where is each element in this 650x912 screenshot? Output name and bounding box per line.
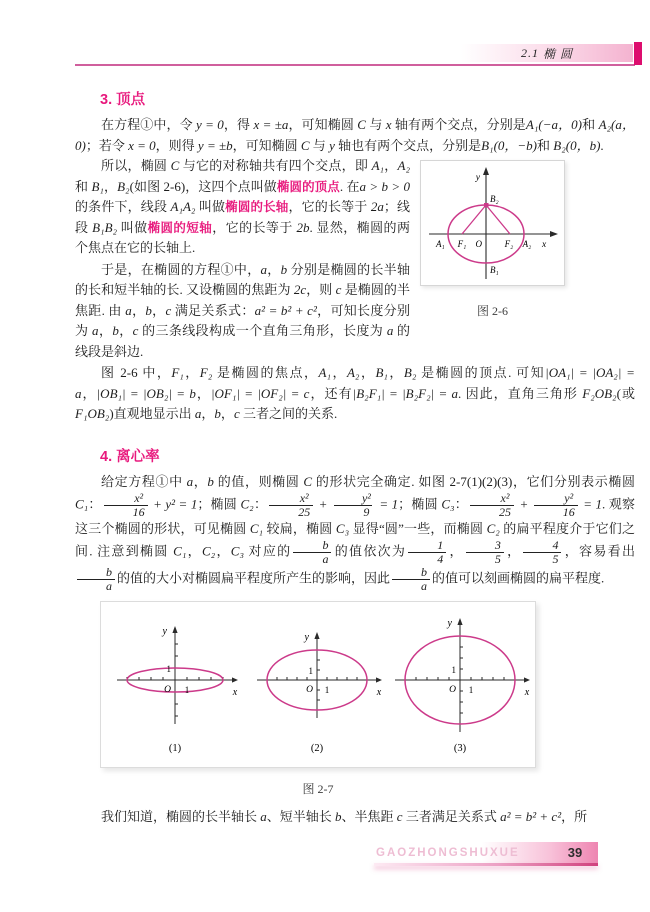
label-A1: A₁ (436, 239, 445, 249)
text-segment: ， (359, 365, 376, 380)
math-segment: A₂ (346, 365, 360, 380)
math-segment: B₁B₂ (92, 219, 118, 235)
paragraph (75, 115, 635, 156)
y-axis-arrow (483, 167, 489, 175)
text-segment: ， (103, 178, 118, 194)
text-segment: 的值可以刻画椭圆的扁平程度. (432, 570, 605, 586)
text-segment: 叫做 (195, 199, 226, 214)
math-segment: A₁A₂ (170, 199, 196, 214)
fraction: $\frac{\text{y²}}{9}$ (333, 492, 374, 519)
math-segment: C₁ (249, 520, 264, 536)
text-segment: 在方程①中，令 (101, 117, 197, 132)
subplot-tag: (3) (453, 743, 467, 755)
label-y-unit: 1 (166, 664, 171, 675)
text-segment: 叫做 (117, 219, 148, 235)
math-segment: a > b > 0 (359, 178, 410, 194)
math-segment: a² = b² + c² (500, 809, 562, 825)
math-segment: + (315, 496, 331, 512)
text-segment: ， (98, 323, 113, 338)
math-segment: x (385, 117, 392, 132)
text-segment: 所以，椭圆 (101, 158, 171, 173)
text-segment: ，还有 (309, 385, 353, 401)
math-segment: a² = b² + c² (254, 302, 317, 318)
chapter-tab (461, 44, 633, 62)
math-segment: b (214, 406, 221, 421)
text-segment: ，则 (306, 282, 336, 297)
label-A2: A₂ (522, 239, 532, 249)
math-segment: C (170, 158, 180, 173)
math-segment: B₁(0，−b) (481, 137, 538, 153)
page-header (75, 45, 635, 68)
math-segment: = 1 (579, 496, 602, 512)
math-segment: c (165, 302, 172, 318)
footer-underline (374, 863, 598, 866)
math-segment: b (335, 809, 342, 825)
math-segment: C₁ (173, 543, 187, 559)
text-segment: ，得 (223, 117, 254, 132)
label-y-unit: 1 (451, 665, 456, 676)
fraction: $\frac{\text{x²}}{25}$ (470, 492, 514, 519)
figure-2-7-plot-1 (105, 608, 245, 765)
text-segment: ， (220, 406, 234, 421)
math-segment: a (194, 406, 202, 421)
math-segment: F₂OB₂ (582, 385, 617, 401)
chapter-title: 椭 圆 (542, 46, 573, 61)
text-segment: 的值的大小对椭圆扁平程度所产生的影响，因此 (117, 570, 391, 586)
figure-2-7 (100, 601, 538, 797)
math-segment: c (396, 809, 403, 825)
text-segment: . 观察这三个椭圆的形状，可见椭圆 (75, 496, 635, 536)
highlight-term: 椭圆的短轴 (147, 220, 213, 235)
text-segment: ；椭圆 (197, 496, 241, 512)
text-segment: 的三条线段构成一个直角三角形，长度为 (138, 323, 387, 338)
text-segment: . (600, 137, 604, 153)
chapter-number: 2.1 (520, 45, 539, 60)
fraction: $\frac{b}{a}$ (293, 539, 331, 566)
text-segment: 较扁，椭圆 (263, 520, 336, 536)
text-segment: 、半焦距 (341, 809, 397, 825)
text-segment: ，可知长度分别为 (75, 302, 410, 338)
text-segment: 满足关系式： (171, 302, 255, 318)
math-segment: C₂ (240, 496, 254, 512)
text-segment: 的线段是斜边. (75, 323, 410, 359)
math-segment: C₂ (486, 520, 500, 536)
fraction: $\frac{3}{5}$ (466, 539, 504, 566)
page-number: 39 (567, 845, 583, 860)
highlight-term: 椭圆的长轴 (225, 200, 289, 214)
text-segment: 的值，则椭圆 (213, 473, 304, 489)
math-segment: |OA₁| = |OA₂| = a (75, 365, 635, 401)
label-x-unit: 1 (184, 685, 190, 696)
text-segment: ，则得 (155, 137, 198, 153)
text-segment: ，可知椭圆 (232, 137, 301, 153)
text-segment: )直观地显示出 (109, 406, 195, 421)
math-segment: a (260, 809, 267, 825)
text-segment: 的值依次为 (333, 543, 407, 559)
math-segment: a (125, 302, 132, 318)
vertex-marker-B2 (484, 203, 489, 208)
text-segment: ，所 (561, 809, 588, 825)
text-segment: ： (88, 496, 102, 512)
math-segment: c (233, 406, 240, 421)
math-segment: C₃ (441, 496, 455, 512)
paragraph (75, 363, 635, 425)
label-y: y (162, 626, 167, 638)
label-B1: B₁ (490, 265, 499, 275)
text-segment: ， (118, 323, 133, 338)
math-segment: B₂(0，b) (553, 137, 601, 153)
math-segment: = 1 (375, 496, 399, 512)
math-segment: F₁ (171, 365, 184, 380)
fraction: $\frac{\text{x²}}{16}$ (104, 492, 148, 519)
math-segment: x = 0 (128, 137, 156, 153)
label-y: y (447, 618, 452, 630)
text-segment: ， (267, 261, 281, 277)
text-segment: 是椭圆的半焦距. 由 (75, 282, 410, 318)
label-origin: O (164, 685, 171, 696)
text-segment: ， (186, 543, 202, 559)
math-segment: y = 0 (196, 117, 224, 132)
math-segment: b (112, 323, 119, 338)
fraction: $\frac{4}{5}$ (523, 539, 561, 566)
text-segment: 的条件下，线段 (75, 199, 171, 214)
math-segment: B₁ (375, 365, 388, 380)
math-segment: C (357, 117, 366, 132)
text-segment: 三者满足关系式 (402, 809, 501, 825)
tab-accent-bar (634, 42, 642, 65)
figure-2-7-plot-3 (389, 608, 531, 765)
label-y: y (475, 173, 480, 183)
text-segment: ， (131, 302, 146, 318)
math-segment: |OB₁| = |OB₂| = b (96, 385, 196, 401)
text-segment: 和 (537, 137, 554, 153)
math-segment: a (92, 323, 99, 338)
subplot-tag: (1) (168, 743, 182, 755)
math-segment: a (386, 323, 394, 338)
text-segment: ： (253, 496, 268, 512)
math-segment: 2a (370, 199, 384, 214)
figure-2-7-box (100, 601, 536, 768)
math-segment: |OF₁| = |OF₂| = c (210, 385, 310, 401)
text-segment: ， (448, 543, 464, 559)
math-segment: F₂ (199, 365, 213, 380)
label-origin: O (449, 685, 456, 696)
math-segment: b (280, 261, 288, 277)
text-segment: 显得“圆”一些，而椭圆 (349, 520, 487, 536)
math-segment: F₁OB₂ (75, 406, 110, 421)
math-segment: b (145, 302, 152, 318)
text-segment: 三者之间的关系. (239, 406, 338, 421)
ellipse-plot-svg (247, 608, 387, 760)
label-F2: F₂ (504, 239, 514, 249)
text-segment: ， (387, 365, 404, 380)
math-segment: C₃ (335, 520, 350, 536)
text-segment: 是椭圆的顶点. 可知 (416, 365, 546, 380)
text-segment: ， (330, 365, 347, 380)
math-segment: c (132, 323, 139, 338)
label-x-unit: 1 (468, 685, 474, 696)
figure-2-6-caption: 图 2-6 (477, 304, 508, 318)
text-segment: . 在 (339, 178, 360, 194)
math-segment: C (300, 137, 310, 153)
section-heading-eccentricity: 4. 离心率 (100, 448, 160, 465)
math-segment: C (303, 473, 313, 489)
label-x: x (524, 687, 530, 699)
figure-2-7-caption: 图 2-7 (302, 782, 334, 797)
text-segment: ，它的长等于 (212, 219, 297, 235)
math-segment: A₁ (371, 158, 385, 173)
math-segment: 2c (293, 282, 307, 297)
math-segment: C₂ (201, 543, 216, 559)
math-segment: c (335, 282, 342, 297)
text-segment: 和 (75, 178, 92, 194)
math-segment: A₂(a，0) (75, 117, 635, 153)
math-segment: x = ±a (253, 117, 289, 132)
text-segment: ， (201, 406, 215, 421)
math-segment: B₂ (117, 178, 130, 194)
math-segment: y (329, 137, 335, 153)
figure-2-7-plot-2 (247, 608, 387, 765)
text-segment: ，可知椭圆 (288, 117, 358, 132)
text-segment: 的扁平程度介于它们之间. 注意到椭圆 (75, 520, 635, 559)
fraction: $\frac{b}{a}$ (77, 566, 115, 593)
math-segment: a (186, 473, 194, 489)
text-segment: 轴有两个交点，分别是 (391, 117, 526, 132)
header-rule (75, 64, 635, 66)
text-segment: 轴也有两个交点，分别是 (334, 137, 482, 153)
text-segment: 我们知道，椭圆的长半轴长 (101, 809, 261, 825)
text-segment: ， (193, 473, 208, 489)
fraction: $\frac{1}{4}$ (408, 539, 446, 566)
label-x-unit: 1 (324, 685, 330, 696)
text-segment: ： (454, 496, 468, 512)
text-segment: 对应的 (243, 543, 292, 559)
text-segment: 给定方程①中 (101, 473, 187, 489)
math-segment: A₁(−a，0) (525, 117, 582, 132)
text-segment: . 因此，直角三角形 (458, 385, 583, 401)
math-segment: + y² = 1 (149, 496, 198, 512)
label-x: x (232, 687, 238, 699)
fraction: $\frac{b}{a}$ (392, 566, 430, 593)
footer-row (374, 842, 598, 863)
paragraph (75, 807, 635, 828)
math-segment: y = ±b (197, 137, 233, 153)
text-segment: 、短半轴长 (266, 809, 336, 825)
label-x: x (542, 240, 547, 250)
math-segment: A₂ (397, 158, 410, 173)
text-segment: ；线段 (75, 199, 410, 235)
text-segment: (或 (616, 385, 635, 401)
label-F1: F₁ (457, 239, 467, 249)
text-segment: ， (215, 543, 231, 559)
label-origin: O (306, 685, 313, 696)
figure-2-6-plot (421, 161, 564, 283)
text-segment: ， (195, 385, 211, 401)
text-segment: 和 (582, 117, 599, 132)
math-segment: B₁ (91, 178, 104, 194)
label-O: O (475, 239, 482, 249)
math-segment: B₂ (403, 365, 417, 380)
text-segment: 于是，在椭圆的方程①中， (101, 261, 261, 277)
text-segment: ， (151, 302, 166, 318)
math-segment: b (207, 473, 214, 489)
ellipse-plot-svg (105, 608, 245, 760)
fraction: $\frac{\text{y²}}{16}$ (534, 492, 578, 519)
label-y: y (304, 632, 309, 644)
text-segment: ；若令 (85, 137, 129, 153)
text-segment: 与它的对称轴共有四个交点，即 (179, 158, 372, 173)
text-segment: ， (81, 385, 97, 401)
label-B2: B₂ (490, 194, 499, 204)
math-segment: A₁ (318, 365, 331, 380)
text-segment: . 显然，椭圆的两个焦点在它的长轴上. (75, 219, 410, 255)
figure-2-6 (420, 160, 635, 319)
text-segment: (如图 2-6)，这四个点叫做 (129, 178, 277, 194)
text-segment: ， (505, 543, 522, 559)
text-segment: ， (183, 365, 200, 380)
section-heading-vertices: 3. 顶点 (100, 92, 146, 108)
text-segment: 图 2-6 中， (101, 365, 172, 380)
text-segment: ；椭圆 (398, 496, 442, 512)
figure-2-6-box (420, 160, 565, 286)
text-segment: 与 (309, 137, 330, 153)
math-segment: C₁ (75, 496, 89, 512)
paragraph (75, 472, 635, 594)
subplot-tag: (2) (310, 743, 324, 755)
text-segment: ，它的长等于 (288, 199, 371, 214)
label-x: x (376, 687, 382, 699)
text-segment: 的形状完全确定. 如图 2-7(1)(2)(3)，它们分别表示椭圆 (312, 473, 635, 489)
fraction: $\frac{\text{x²}}{25}$ (269, 492, 313, 519)
math-segment: |B₂F₁| = |B₂F₂| = a (352, 385, 459, 401)
text-segment: 分别是椭圆的长半轴的长和短半轴的长. 又设椭圆的焦距为 (75, 261, 410, 297)
math-segment: 2b (296, 219, 310, 235)
text-segment: ，容易看出 (563, 543, 635, 559)
ellipse-plot-svg (389, 608, 531, 760)
text-segment: 是椭圆的焦点， (212, 365, 319, 380)
brand-text: GAOZHONGSHUXUE (376, 846, 520, 859)
math-segment: a (260, 261, 267, 277)
label-y-unit: 1 (308, 666, 313, 677)
x-axis-arrow (550, 231, 558, 237)
page-footer (374, 842, 598, 866)
math-segment: + (515, 496, 532, 512)
text-segment: ， (384, 158, 398, 173)
math-segment: C₃ (230, 543, 244, 559)
highlight-term: 椭圆的顶点 (276, 179, 340, 194)
text-segment: 与 (365, 117, 386, 132)
